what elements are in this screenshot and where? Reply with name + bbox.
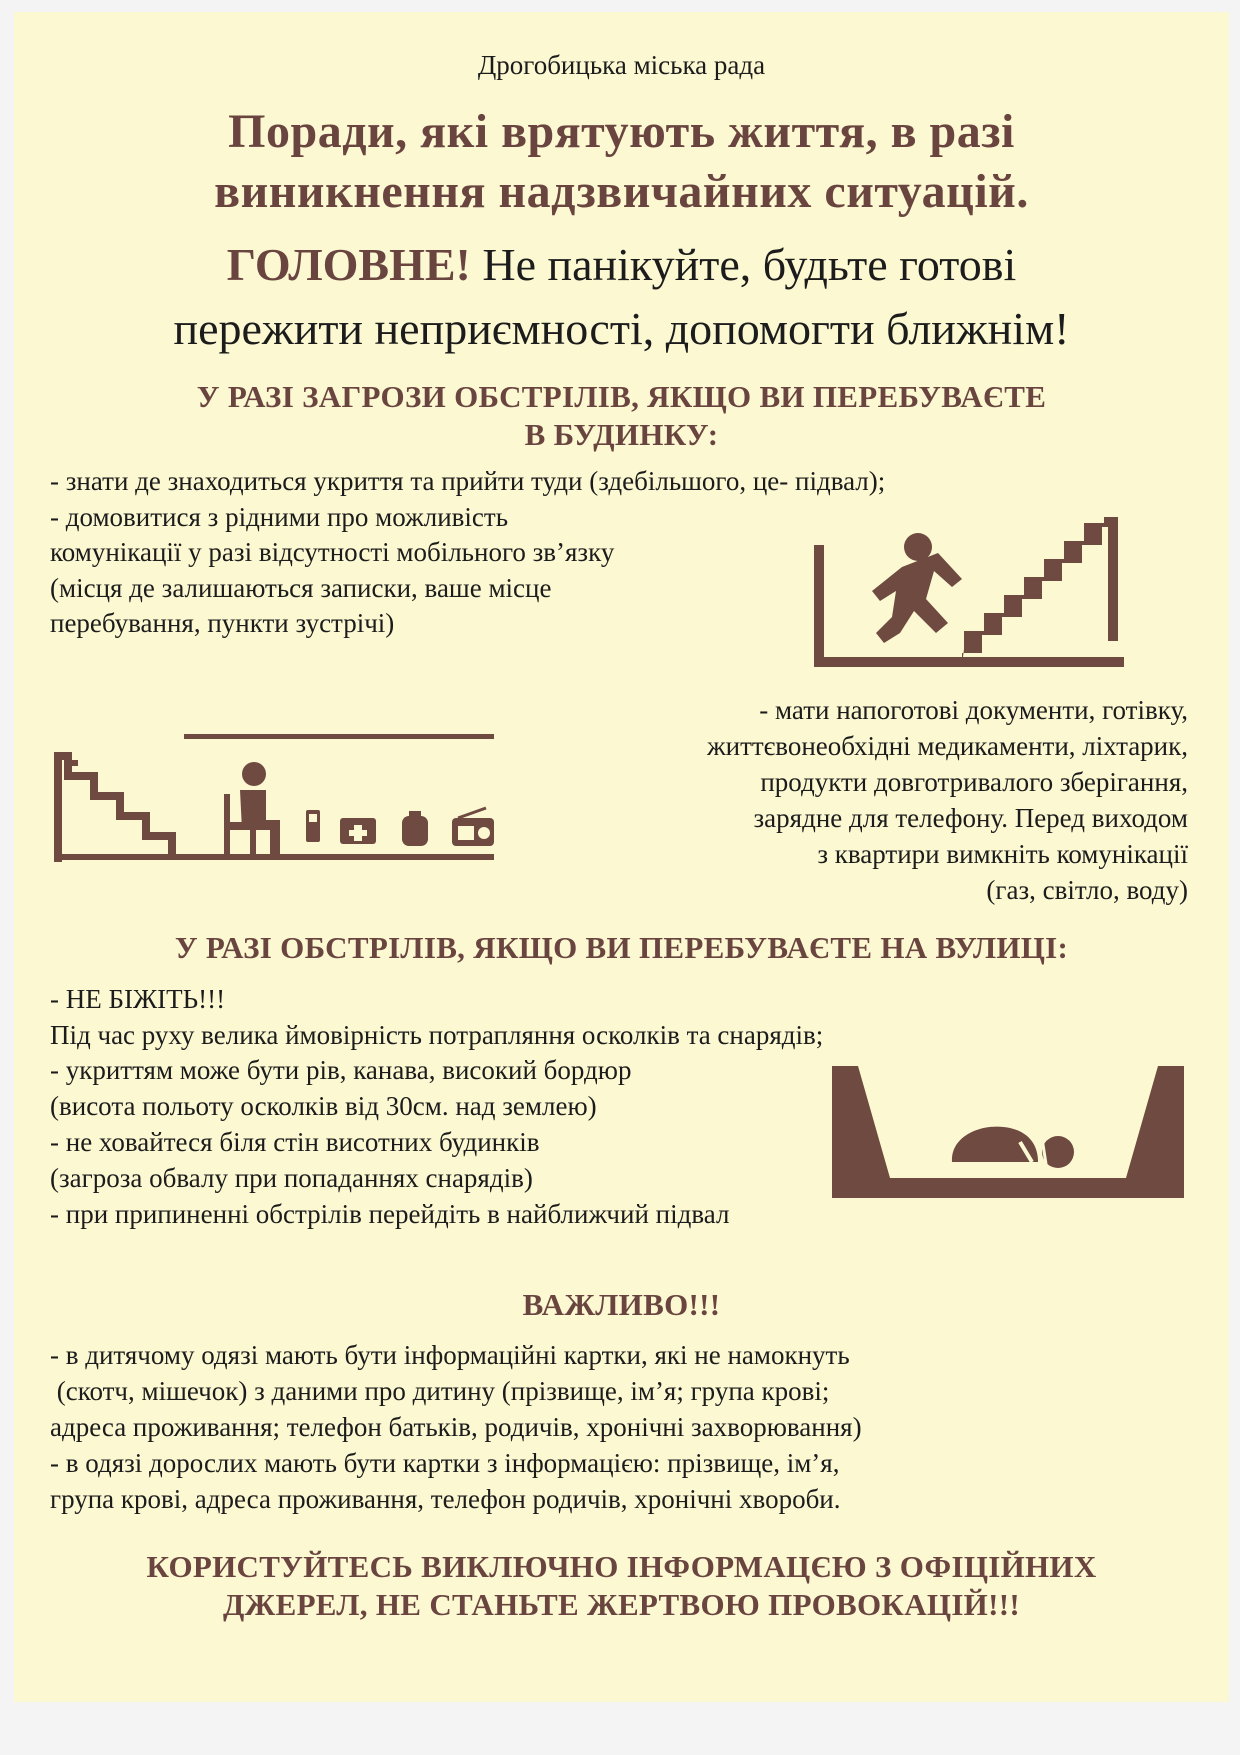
street-text-line: - при припиненні обстрілів перейдіть в найближчий підвал [50,1199,730,1229]
street-heading: У РАЗІ ОБСТРІЛІВ, ЯКЩО ВИ ПЕРЕБУВАЄТЕ НА ВУЛИЦІ: [174,930,1069,965]
important-text-line: - в одязі дорослих мають бути картки з інформацією: прізвище, ім’я, [50,1448,840,1478]
leaflet-page [14,12,1229,1702]
supplies-text-line: з квартири вимкніть комунікації [817,839,1188,869]
council-name: Дрогобицька міська рада [477,50,766,80]
important-text-line: - в дитячому одязі мають бути інформаційні картки, які не намокнуть [50,1340,850,1370]
home-text-line: - домовитися з рідними про можливість [50,502,509,532]
street-text-line: - не ховайтеся біля стін висотних будинків [50,1127,540,1157]
main-advice-line-1 [14,238,1229,291]
supplies-text-line: зарядне для телефону. Перед виходом [753,803,1188,833]
street-text-line: (загроза обвалу при попаданнях снарядів) [50,1163,533,1193]
supplies-text-line: продукти довготривалого зберігання, [760,767,1188,797]
street-text-line: Під час руху велика ймовірність потрапляння осколків та снарядів; [50,1020,824,1050]
footer-warning-line-2: ДЖЕРЕЛ, НЕ СТАНЬТЕ ЖЕРТВОЮ ПРОВОКАЦІЙ!!! [223,1587,1020,1622]
home-heading-line-1: У РАЗІ ЗАГРОЗИ ОБСТРІЛІВ, ЯКЩО ВИ ПЕРЕБУВАЄТЕ [196,379,1047,414]
title-line-2: виникнення надзвичайних ситуацій. [214,165,1029,218]
home-text-line: перебування, пункти зустрічі) [50,608,395,638]
street-text-line: - НЕ БІЖІТЬ!!! [50,984,226,1014]
footer-warning-line-1: КОРИСТУЙТЕСЬ ВИКЛЮЧНО ІНФОРМАЦЄЮ З ОФІЦІЙНИХ [146,1549,1097,1584]
important-text-line: адреса проживання; телефон батьків, родичів, хронічні захворювання) [50,1412,862,1442]
person-lying-in-ditch-icon [832,1066,1184,1198]
supplies-text-line: - мати напоготові документи, готівку, [759,695,1188,725]
important-text-line: група крові, адреса проживання, телефон родичів, хронічні хвороби. [50,1484,841,1514]
home-heading-line-2: В БУДИНКУ: [524,417,719,452]
main-advice-text: Не панікуйте, будьте готові [470,239,1017,290]
supplies-text-line: (газ, світло, воду) [986,875,1188,905]
title-line-1: Поради, які врятують життя, в разі [228,105,1015,158]
home-text-line: комунікації у разі відсутності мобільного зв’язку [50,537,615,567]
main-advice-keyword: ГОЛОВНЕ! [226,239,471,290]
person-running-downstairs-icon [814,527,1174,672]
supplies-text-line: життєвонеобхідні медикаменти, ліхтарик, [706,731,1188,761]
main-advice-line-2: пережити неприємності, допомогти ближнім! [173,303,1070,354]
home-text-line: (місця де залишаються записки, ваше місце [50,573,552,603]
street-text-line: (висота польоту осколків від 30см. над землею) [50,1091,597,1121]
home-text-line: - знати де знаходиться укриття та прийти туди (здебільшого, це- підвал); [50,466,886,496]
street-text-line: - укриттям може бути рів, канава, високий бордюр [50,1055,632,1085]
important-text-line: (скотч, мішечок) з даними про дитину (прізвище, ім’я; група крові; [50,1376,830,1406]
person-sitting-in-shelter-icon [54,734,514,864]
important-heading: ВАЖЛИВО!!! [522,1287,721,1322]
